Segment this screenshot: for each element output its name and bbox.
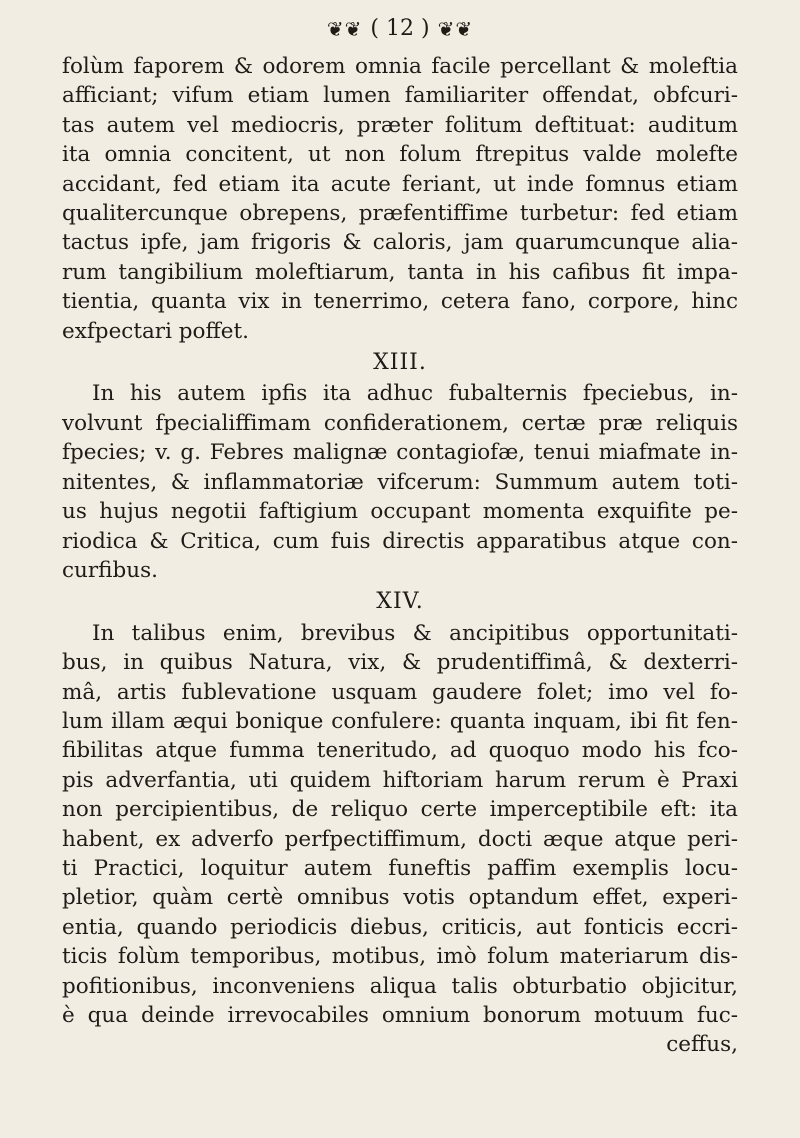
text-body <box>62 52 738 1060</box>
text-line: mâ, artis fublevatione usquam gaudere folet; imo vel fo- <box>62 679 738 705</box>
text-line: nitentes, & inflammatoriæ vifcerum: Summum autem toti- <box>62 469 738 495</box>
text-line: rum tangibilium moleftiarum, tanta in his cafibus fit impa- <box>62 259 738 285</box>
text-line: fibilitas atque fumma teneritudo, ad quoquo modo his fco- <box>62 738 738 764</box>
text-line: tactus ipfe, jam frigoris & caloris, jam quarumcunque alia- <box>62 230 738 256</box>
text-line: afficiant; vifum etiam lumen familiariter offendat, obfcuri- <box>62 83 738 109</box>
text-line: accidant, fed etiam ita acute feriant, ut inde fomnus etiam <box>62 171 738 197</box>
text-line: fpecies; v. g. Febres malignæ contagiofæ, tenui miafmate in- <box>62 440 738 466</box>
ornament-right-icon: ❦❦ <box>437 16 474 41</box>
section-heading-14: XIV. <box>376 589 424 615</box>
text-line: entia, quando periodicis diebus, criticis, aut fonticis eccri- <box>62 914 738 940</box>
text-line: ticis folùm temporibus, motibus, imò folum materiarum dis- <box>62 944 738 970</box>
text-line: riodica & Critica, cum fuis directis apparatibus atque con- <box>62 528 738 554</box>
text-line: non percipientibus, de reliquo certe imperceptibile eft: ita <box>62 797 738 823</box>
text-line: ti Practici, loquitur autem funeftis paffim exemplis locu- <box>62 855 738 881</box>
text-line: qualitercunque obrepens, præfentiffime turbetur: fed etiam <box>62 201 738 227</box>
text-line: In talibus enim, brevibus & ancipitibus opportunitati- <box>92 620 738 646</box>
page-header <box>0 16 800 41</box>
ornament-left-icon: ❦❦ <box>326 16 363 41</box>
text-line: è qua deinde irrevocabiles omnium bonorum motuum fuc- <box>62 1003 738 1028</box>
text-line: In his autem ipfis ita adhuc fubalternis fpeciebus, in- <box>92 381 738 407</box>
text-line: bus, in quibus Natura, vix, & prudentiffimâ, & dexterri- <box>62 650 738 676</box>
text-line: curfibus. <box>62 557 158 583</box>
text-line: tas autem vel mediocris, præter folitum deftituat: auditum <box>62 112 738 138</box>
text-line: us hujus negotii faftigium occupant momenta exquifite pe- <box>62 499 738 525</box>
catchword: ceffus, <box>666 1032 738 1058</box>
page-number: ( 12 ) <box>370 16 430 41</box>
text-line: exfpectari poffet. <box>62 318 249 344</box>
text-line: pletior, quàm certè omnibus votis optandum effet, experi- <box>62 885 738 911</box>
text-line: folùm faporem & odorem omnia facile percellant & moleftia <box>62 54 738 79</box>
text-line: tientia, quanta vix in tenerrimo, cetera fano, corpore, hinc <box>62 289 738 315</box>
section-heading-13: XIII. <box>373 350 427 376</box>
text-line: habent, ex adverfo perfpectiffimum, docti æque atque peri- <box>62 826 738 852</box>
text-line: ita omnia concitent, ut non folum ftrepitus valde molefte <box>62 142 738 168</box>
text-line: lum illam æqui bonique confulere: quanta inquam, ibi fit fen- <box>62 708 738 734</box>
text-line: pis adverfantia, uti quidem hiftoriam harum rerum è Praxi <box>62 767 738 793</box>
text-line: volvunt fpecialiffimam confiderationem, certæ præ reliquis <box>62 410 738 436</box>
text-line: pofitionibus, inconveniens aliqua talis obturbatio objicitur, <box>62 973 738 999</box>
